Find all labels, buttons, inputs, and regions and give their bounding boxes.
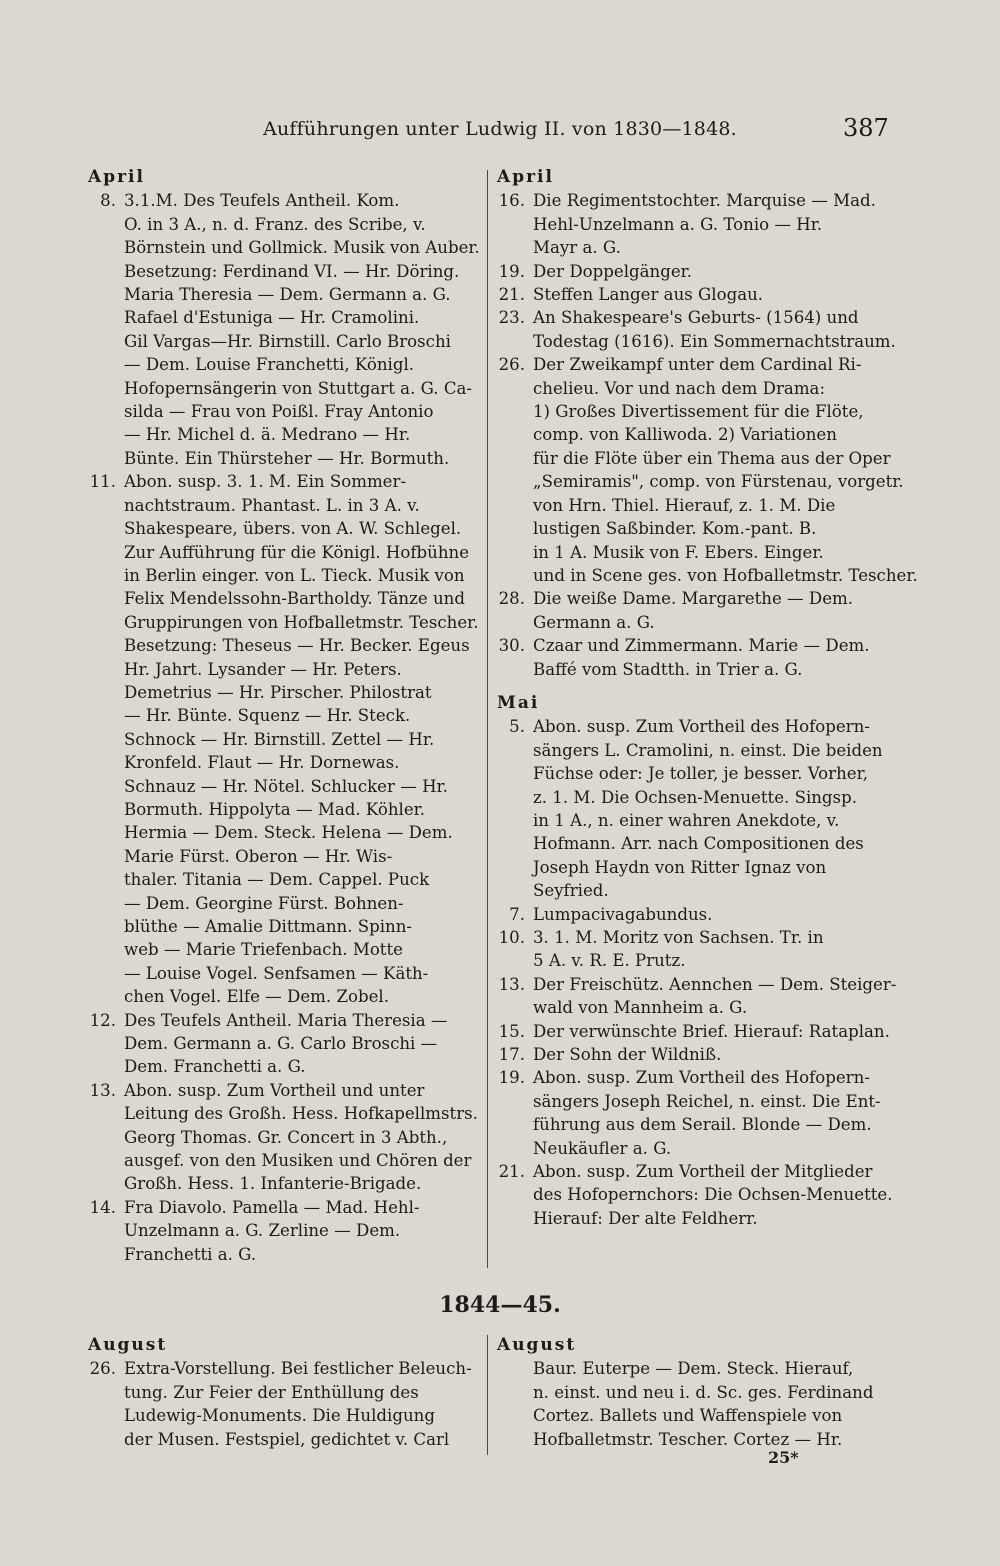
date-entry — [497, 189, 879, 259]
entry-line: Hierauf: Der alte Feldherr. — [533, 1208, 758, 1228]
entry-text — [533, 283, 879, 306]
entry-line: Marie Fürst. Oberon — Hr. Wis- — [124, 846, 393, 866]
column-rule-lower — [487, 1335, 488, 1455]
entry-line: Demetrius — Hr. Pirscher. Philostrat — [124, 682, 432, 702]
entry-text — [533, 1043, 879, 1066]
entry-line: Der verwünschte Brief. Hierauf: Rataplan. — [533, 1021, 890, 1041]
entry-line: tung. Zur Feier der Enthüllung des — [124, 1382, 419, 1402]
entry-line: n. einst. und neu i. d. Sc. ges. Ferdinand — [533, 1382, 874, 1402]
entry-line: Der Freischütz. Aennchen — Dem. Steiger- — [533, 974, 897, 994]
entry-line: Felix Mendelssohn-Bartholdy. Tänze und — [124, 589, 465, 609]
season-right-column — [497, 1334, 879, 1451]
entry-line: lustigen Saßbinder. Kom.-pant. B. — [533, 519, 817, 539]
entry-line: Zur Aufführung für die Königl. Hofbühne — [124, 542, 470, 562]
entry-date: 8. — [100, 191, 116, 211]
entry-line: ausgef. von den Musiken und Chören der — [124, 1151, 472, 1171]
running-head: Aufführungen unter Ludwig II. von 1830—1848. — [263, 118, 737, 140]
entry-date: 11. — [89, 472, 116, 492]
entry-date: 26. — [498, 355, 525, 375]
entry-line: Kronfeld. Flaut — Hr. Dornewas. — [124, 753, 400, 773]
entry-line: Des Teufels Antheil. Maria Theresia — — [124, 1010, 448, 1030]
entry-text — [533, 1160, 893, 1230]
right-column — [497, 166, 918, 1230]
entry-line: Leitung des Großh. Hess. Hofkapellmstrs. — [124, 1104, 478, 1124]
entry-line: Der Doppelgänger. — [533, 261, 693, 281]
entry-text — [533, 903, 879, 926]
entry-text — [124, 1079, 480, 1196]
entry-line: Hofmann. Arr. nach Compositionen des — [533, 834, 864, 854]
entry-line: comp. von Kalliwoda. 2) Variationen — [533, 425, 837, 445]
entry-line: führung aus dem Serail. Blonde — Dem. — [533, 1115, 872, 1135]
entry-line: nachtstraum. Phantast. L. in 3 A. v. — [124, 495, 420, 515]
month-heading: Mai — [497, 692, 540, 713]
entry-line: web — Marie Triefenbach. Motte — [124, 940, 403, 960]
entry-line: Börnstein und Gollmick. Musik von Auber. — [124, 238, 480, 258]
entry-text — [533, 260, 879, 283]
date-entry — [88, 1196, 480, 1266]
entry-line: Abon. susp. 3. 1. M. Ein Sommer- — [124, 472, 407, 492]
entry-line: — Hr. Michel d. ä. Medrano — Hr. — [124, 425, 411, 445]
entry-date: 30. — [498, 636, 525, 656]
entry-line: Mayr a. G. — [533, 238, 621, 258]
date-entry — [88, 470, 480, 1008]
entry-line: Seyfried. — [533, 881, 609, 901]
entry-date: 7. — [509, 904, 525, 924]
entry-line: Der Sohn der Wildniß. — [533, 1045, 722, 1065]
entry-line: in 1 A., n. einer wahren Anekdote, v. — [533, 810, 840, 830]
date-entry — [497, 973, 897, 1020]
entry-line: Czaar und Zimmermann. Marie — Dem. — [533, 636, 870, 656]
entry-line: Der Zweikampf unter dem Cardinal Ri- — [533, 355, 862, 375]
date-entry — [497, 926, 879, 973]
entry-line: Dem. Franchetti a. G. — [124, 1057, 306, 1077]
entry-line: Neukäufler a. G. — [533, 1138, 672, 1158]
entry-date: 14. — [89, 1197, 116, 1217]
entry-text — [533, 587, 879, 634]
entry-line: Bormuth. Hippolyta — Mad. Köhler. — [124, 799, 426, 819]
date-entry — [497, 306, 896, 353]
date-entry — [497, 1043, 879, 1066]
entry-line: Baffé vom Stadtth. in Trier a. G. — [533, 659, 803, 679]
season-left-column — [88, 1334, 480, 1451]
entry-line: von Hrn. Thiel. Hierauf, z. 1. M. Die — [533, 495, 836, 515]
entry-text — [124, 1009, 480, 1079]
entry-line: sängers Joseph Reichel, n. einst. Die Ent- — [533, 1091, 881, 1111]
entry-line: thaler. Titania — Dem. Cappel. Puck — [124, 870, 430, 890]
entry-text — [124, 1357, 480, 1451]
entry-line: der Musen. Festspiel, gedichtet v. Carl — [124, 1429, 450, 1449]
entry-line: silda — Frau von Poißl. Fray Antonio — [124, 402, 434, 422]
entry-date: 26. — [89, 1359, 116, 1379]
entry-line: Schnock — Hr. Birnstill. Zettel — Hr. — [124, 729, 435, 749]
entry-line: Schnauz — Hr. Nötel. Schlucker — Hr. — [124, 776, 448, 796]
signature-mark: 25* — [768, 1448, 799, 1467]
entry-line: Dem. Germann a. G. Carlo Broschi — — [124, 1034, 438, 1054]
entry-line: Großh. Hess. 1. Infanterie-Brigade. — [124, 1174, 422, 1194]
left-column — [88, 166, 480, 1266]
entry-line: — Dem. Louise Franchetti, Königl. — [124, 355, 415, 375]
entry-line: wald von Mannheim a. G. — [533, 998, 748, 1018]
entry-line: Besetzung: Theseus — Hr. Becker. Egeus — [124, 636, 470, 656]
entry-line: Hermia — Dem. Steck. Helena — Dem. — [124, 823, 453, 843]
date-entry — [497, 903, 879, 926]
entry-line: Gil Vargas—Hr. Birnstill. Carlo Broschi — [124, 331, 451, 351]
entry-line: chen Vogel. Elfe — Dem. Zobel. — [124, 987, 389, 1007]
entry-line: — Hr. Bünte. Squenz — Hr. Steck. — [124, 706, 411, 726]
entry-line: An Shakespeare's Geburts- (1564) und — [533, 308, 859, 328]
entry-line: Bünte. Ein Thürsteher — Hr. Bormuth. — [124, 448, 450, 468]
entry-text — [533, 973, 896, 1020]
date-entry — [88, 1079, 480, 1196]
date-entry — [497, 353, 918, 587]
entry-line: Cortez. Ballets und Waffenspiele von — [533, 1406, 843, 1426]
entry-date: 10. — [498, 928, 525, 947]
entry-line: Hofopernsängerin von Stuttgart a. G. Ca- — [124, 378, 473, 398]
entry-date: 15. — [498, 1021, 525, 1041]
entry-line: Fra Diavolo. Pamella — Mad. Hehl- — [124, 1197, 420, 1217]
entry-line: Franchetti a. G. — [124, 1244, 257, 1264]
entry-line: Steffen Langer aus Glogau. — [533, 285, 764, 305]
entry-line: Rafael d'Estuniga — Hr. Cramolini. — [124, 308, 420, 328]
entry-text — [533, 1020, 890, 1043]
date-entry — [497, 1160, 893, 1230]
date-entry — [88, 1009, 480, 1079]
entry-line: Hr. Jahrt. Lysander — Hr. Peters. — [124, 659, 402, 679]
entry-date: 28. — [498, 589, 525, 609]
entry-text — [533, 1066, 881, 1160]
entry-line: blüthe — Amalie Dittmann. Spinn- — [124, 917, 413, 936]
entry-line: Unzelmann a. G. Zerline — Dem. — [124, 1221, 401, 1241]
entry-line: 3.1.M. Des Teufels Antheil. Kom. — [124, 191, 400, 211]
entry-date: 23. — [498, 308, 525, 328]
entry-line: Abon. susp. Zum Vortheil des Hofopern- — [533, 717, 870, 737]
entry-text — [497, 1357, 879, 1451]
entry-line: 5 A. v. R. E. Prutz. — [533, 951, 686, 971]
entry-line: in Berlin einger. von L. Tieck. Musik von — [124, 565, 465, 585]
entry-line: Hehl-Unzelmann a. G. Tonio — Hr. — [533, 214, 823, 234]
date-entry — [497, 634, 879, 681]
entry-line: Abon. susp. Zum Vortheil der Mitglieder — [533, 1162, 873, 1182]
entry-date: 16. — [498, 191, 525, 211]
date-entry — [88, 1357, 480, 1451]
entry-text — [533, 189, 879, 259]
entry-line: Germann a. G. — [533, 612, 655, 632]
entry-line: — Dem. Georgine Fürst. Bohnen- — [124, 893, 404, 913]
entry-line: Abon. susp. Zum Vortheil des Hofopern- — [533, 1068, 870, 1088]
entry-text — [124, 189, 480, 470]
entry-date: 12. — [89, 1010, 116, 1030]
entry-text — [124, 470, 480, 1008]
page-number: 387 — [843, 114, 889, 142]
entry-line: Hofballetmstr. Tescher. Cortez — Hr. — [533, 1429, 843, 1449]
date-entry — [497, 587, 879, 634]
date-entry — [497, 1066, 879, 1160]
entry-line: O. in 3 A., n. d. Franz. des Scribe, v. — [124, 214, 426, 234]
entry-line: Georg Thomas. Gr. Concert in 3 Abth., — [124, 1127, 448, 1147]
entry-date: 19. — [498, 1068, 525, 1088]
entry-line: Shakespeare, übers. von A. W. Schlegel. — [124, 519, 462, 539]
entry-line: 3. 1. M. Moritz von Sachsen. Tr. in — [533, 928, 824, 947]
entry-date: 13. — [498, 974, 525, 994]
entry-line: chelieu. Vor und nach dem Drama: — [533, 378, 826, 398]
entry-line: Joseph Haydn von Ritter Ignaz von — [533, 857, 827, 877]
entry-line: Extra-Vorstellung. Bei festlicher Beleuch- — [124, 1359, 472, 1379]
entry-line: „Semiramis", comp. von Fürstenau, vorgetr. — [533, 472, 904, 492]
entry-line: 1) Großes Divertissement für die Flöte, — [533, 402, 864, 422]
entry-date: 19. — [498, 261, 525, 281]
entry-text — [533, 926, 879, 973]
entry-date: 17. — [498, 1045, 525, 1065]
entry-line: Maria Theresia — Dem. Germann a. G. — [124, 285, 451, 305]
entry-date: 21. — [498, 285, 525, 305]
date-entry — [497, 715, 883, 902]
column-rule — [487, 170, 488, 1268]
entry-line: Die weiße Dame. Margarethe — Dem. — [533, 589, 854, 609]
entry-line: für die Flöte über ein Thema aus der Oper — [533, 448, 891, 468]
entry-text — [533, 353, 918, 587]
entry-line: z. 1. M. Die Ochsen-Menuette. Singsp. — [533, 787, 857, 807]
entry-line: in 1 A. Musik von F. Ebers. Einger. — [533, 542, 824, 562]
entry-text — [124, 1196, 480, 1266]
entry-line: Füchse oder: Je toller, je besser. Vorher, — [533, 764, 868, 784]
season-heading: 1844—45. — [439, 1292, 561, 1318]
month-heading: August — [88, 1335, 168, 1355]
entry-line: Gruppirungen von Hofballetmstr. Tescher. — [124, 612, 479, 632]
entry-line: und in Scene ges. von Hofballetmstr. Tescher. — [533, 565, 918, 585]
entry-line: Besetzung: Ferdinand VI. — Hr. Döring. — [124, 261, 460, 281]
entry-date: 13. — [89, 1080, 116, 1100]
entry-text — [533, 306, 896, 353]
entry-line: Die Regimentstochter. Marquise — Mad. — [533, 191, 876, 211]
date-entry — [497, 260, 879, 283]
date-entry — [88, 189, 480, 470]
entry-line: — Louise Vogel. Senfsamen — Käth- — [124, 963, 429, 983]
entry-text — [533, 715, 883, 902]
entry-line: sängers L. Cramolini, n. einst. Die beiden — [533, 740, 883, 760]
entry-line: des Hofopernchors: Die Ochsen-Menuette. — [533, 1185, 893, 1205]
entry-line: Abon. susp. Zum Vortheil und unter — [124, 1080, 425, 1100]
entry-line: Todestag (1616). Ein Sommernachtstraum. — [533, 331, 896, 351]
entry-line: Ludewig-Monuments. Die Huldigung — [124, 1406, 435, 1426]
month-heading: April — [497, 167, 554, 187]
entry-text — [533, 634, 879, 681]
entry-date: 5. — [509, 717, 525, 737]
date-entry — [497, 283, 879, 306]
month-heading: August — [497, 1335, 577, 1355]
date-entry — [497, 1020, 890, 1043]
month-heading: April — [88, 167, 145, 187]
entry-date: 21. — [498, 1162, 525, 1182]
entry-line: Baur. Euterpe — Dem. Steck. Hierauf, — [533, 1359, 854, 1379]
entry-line: Lumpacivagabundus. — [533, 904, 713, 924]
